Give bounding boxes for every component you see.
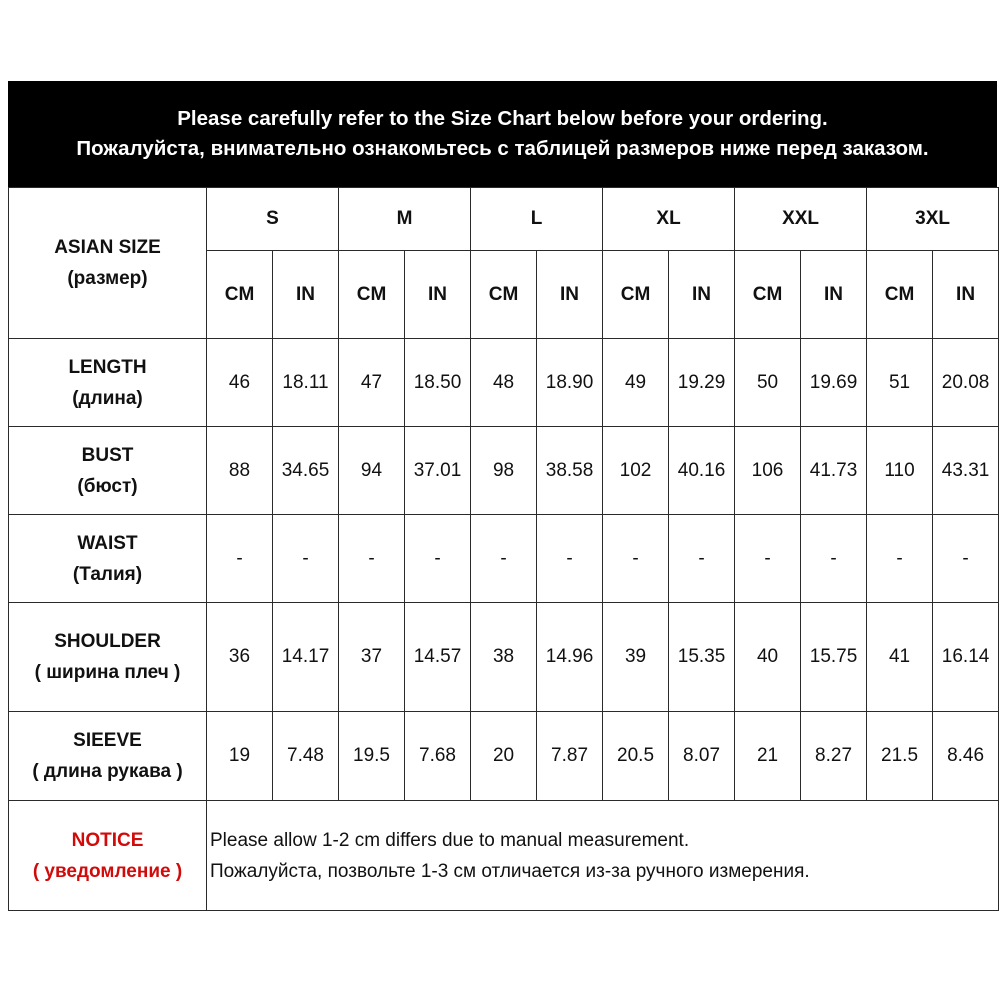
value-cell: 8.07 xyxy=(669,712,735,801)
unit-cell: IN xyxy=(669,251,735,339)
banner-text-ru: Пожалуйста, внимательно ознакомьтесь с таблицей размеров ниже перед заказом. xyxy=(76,137,929,160)
value-cell: 48 xyxy=(471,339,537,427)
value-cell: 8.27 xyxy=(801,712,867,801)
value-cell: 40.16 xyxy=(669,427,735,515)
unit-cell: IN xyxy=(537,251,603,339)
size-xxl: XXL xyxy=(735,188,867,251)
value-cell: 40 xyxy=(735,603,801,712)
unit-cell: CM xyxy=(735,251,801,339)
unit-cell: IN xyxy=(405,251,471,339)
unit-cell: IN xyxy=(801,251,867,339)
value-cell: 47 xyxy=(339,339,405,427)
bust-row xyxy=(9,427,999,515)
size-chart-banner xyxy=(8,81,997,187)
value-cell: - xyxy=(273,515,339,603)
size-3xl: 3XL xyxy=(867,188,999,251)
value-cell: 50 xyxy=(735,339,801,427)
value-cell: 43.31 xyxy=(933,427,999,515)
value-cell: 7.68 xyxy=(405,712,471,801)
value-cell: 37.01 xyxy=(405,427,471,515)
value-cell: 94 xyxy=(339,427,405,515)
size-xl: XL xyxy=(603,188,735,251)
value-cell: - xyxy=(405,515,471,603)
value-cell: 18.11 xyxy=(273,339,339,427)
unit-cell: CM xyxy=(339,251,405,339)
value-cell: 20 xyxy=(471,712,537,801)
value-cell: 39 xyxy=(603,603,669,712)
value-cell: - xyxy=(867,515,933,603)
banner-text-en: Please carefully refer to the Size Chart below before your ordering. xyxy=(177,107,828,130)
value-cell: 49 xyxy=(603,339,669,427)
row-label-shoulder: SHOULDER ( ширина плеч ) xyxy=(9,603,207,712)
value-cell: 7.87 xyxy=(537,712,603,801)
row-label-waist: WAIST (Талия) xyxy=(9,515,207,603)
value-cell: 19.69 xyxy=(801,339,867,427)
notice-text: Please allow 1-2 cm differs due to manual measurement. Пожалуйста, позвольте 1-3 см отличается из-за ручного измерения. xyxy=(207,801,999,911)
waist-row xyxy=(9,515,999,603)
value-cell: 41 xyxy=(867,603,933,712)
value-cell: 38 xyxy=(471,603,537,712)
value-cell: - xyxy=(933,515,999,603)
row-label-sleeve: SIEEVE ( длина рукава ) xyxy=(9,712,207,801)
size-s: S xyxy=(207,188,339,251)
value-cell: 15.75 xyxy=(801,603,867,712)
unit-cell: CM xyxy=(471,251,537,339)
value-cell: - xyxy=(603,515,669,603)
size-chart-table xyxy=(8,187,999,911)
value-cell: 16.14 xyxy=(933,603,999,712)
value-cell: 21 xyxy=(735,712,801,801)
value-cell: 21.5 xyxy=(867,712,933,801)
row-label-bust: BUST (бюст) xyxy=(9,427,207,515)
size-l: L xyxy=(471,188,603,251)
value-cell: 20.5 xyxy=(603,712,669,801)
value-cell: 34.65 xyxy=(273,427,339,515)
unit-cell: CM xyxy=(867,251,933,339)
value-cell: - xyxy=(471,515,537,603)
value-cell: 41.73 xyxy=(801,427,867,515)
value-cell: - xyxy=(339,515,405,603)
value-cell: 14.17 xyxy=(273,603,339,712)
value-cell: 98 xyxy=(471,427,537,515)
value-cell: 46 xyxy=(207,339,273,427)
value-cell: 38.58 xyxy=(537,427,603,515)
value-cell: 20.08 xyxy=(933,339,999,427)
value-cell: - xyxy=(735,515,801,603)
length-row xyxy=(9,339,999,427)
value-cell: 88 xyxy=(207,427,273,515)
value-cell: 19 xyxy=(207,712,273,801)
value-cell: 110 xyxy=(867,427,933,515)
size-header-row xyxy=(9,188,999,251)
size-m: M xyxy=(339,188,471,251)
notice-label: NOTICE ( уведомление ) xyxy=(9,801,207,911)
value-cell: 106 xyxy=(735,427,801,515)
value-cell: - xyxy=(669,515,735,603)
value-cell: - xyxy=(207,515,273,603)
value-cell: - xyxy=(801,515,867,603)
value-cell: 15.35 xyxy=(669,603,735,712)
asian-size-label: ASIAN SIZE (размер) xyxy=(9,188,207,339)
value-cell: 37 xyxy=(339,603,405,712)
unit-cell: CM xyxy=(603,251,669,339)
unit-cell: IN xyxy=(933,251,999,339)
shoulder-row xyxy=(9,603,999,712)
sleeve-row xyxy=(9,712,999,801)
value-cell: - xyxy=(537,515,603,603)
value-cell: 18.90 xyxy=(537,339,603,427)
unit-cell: IN xyxy=(273,251,339,339)
row-label-length: LENGTH (длина) xyxy=(9,339,207,427)
value-cell: 19.5 xyxy=(339,712,405,801)
value-cell: 102 xyxy=(603,427,669,515)
value-cell: 51 xyxy=(867,339,933,427)
value-cell: 36 xyxy=(207,603,273,712)
value-cell: 7.48 xyxy=(273,712,339,801)
value-cell: 19.29 xyxy=(669,339,735,427)
unit-cell: CM xyxy=(207,251,273,339)
value-cell: 14.57 xyxy=(405,603,471,712)
value-cell: 8.46 xyxy=(933,712,999,801)
notice-row xyxy=(9,801,999,911)
value-cell: 18.50 xyxy=(405,339,471,427)
value-cell: 14.96 xyxy=(537,603,603,712)
